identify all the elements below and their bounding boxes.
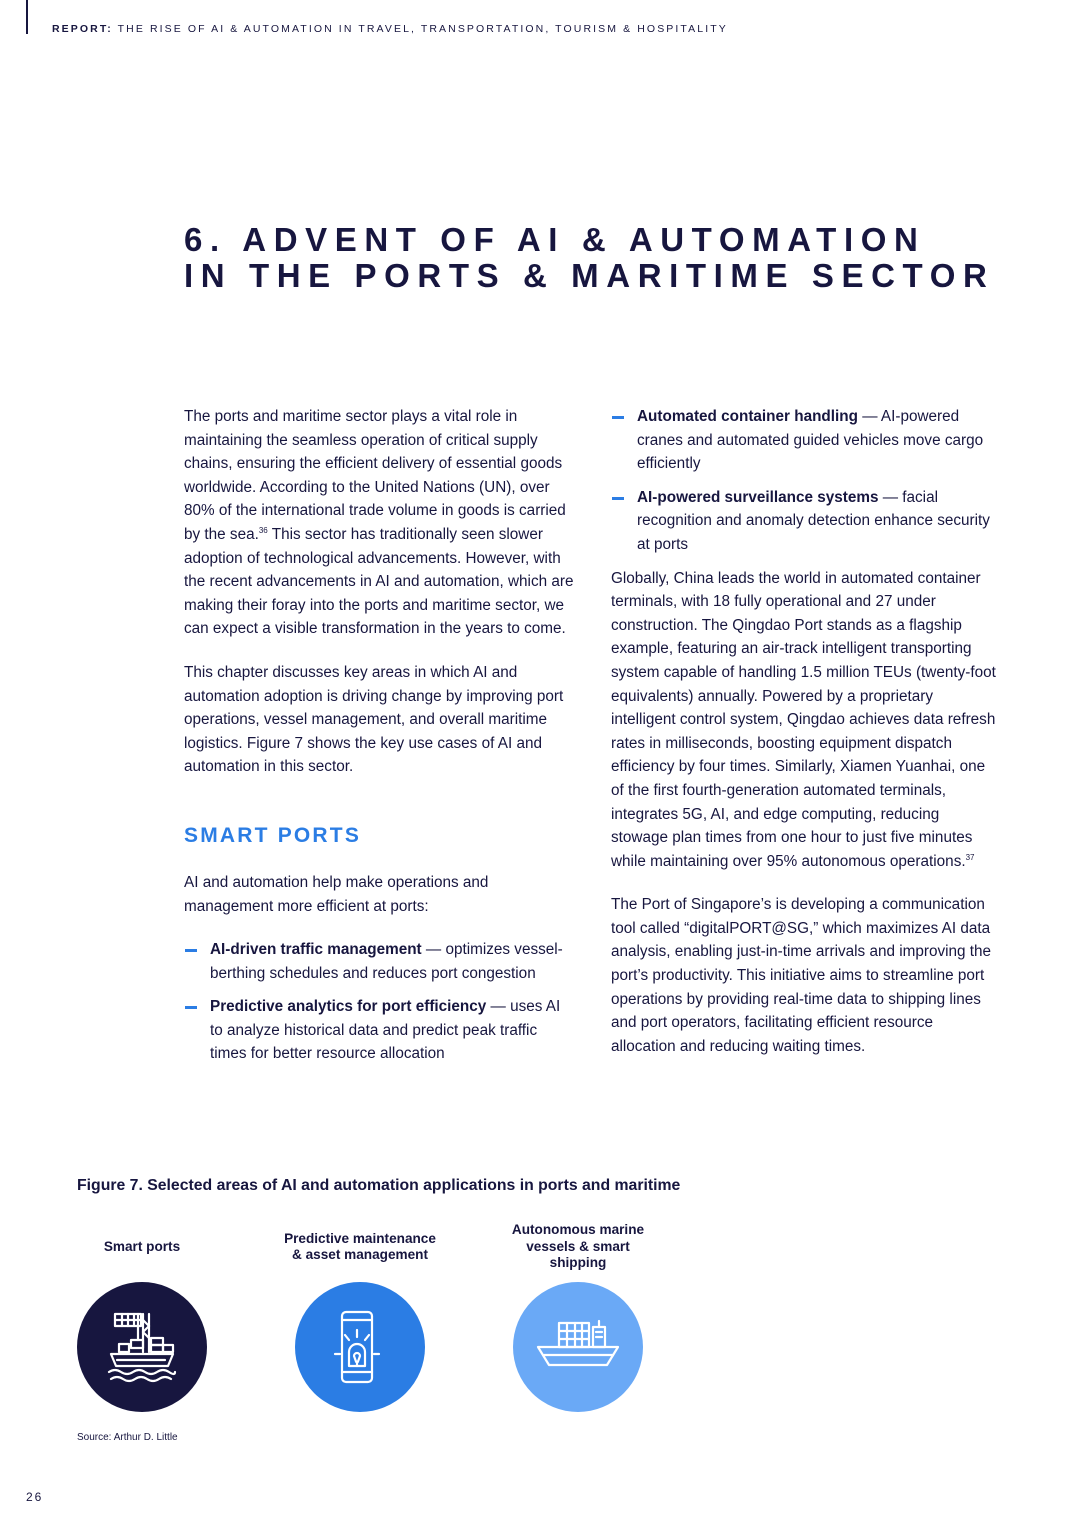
dash-icon — [612, 497, 624, 500]
figure-item-predictive-maintenance — [280, 1218, 440, 1276]
bullet-title: Predictive analytics for port efficiency — [210, 998, 487, 1016]
smart-ports-bullet-list — [184, 938, 576, 1066]
header-rule — [26, 0, 28, 34]
chapter-title — [184, 222, 994, 294]
bullet-title: AI-powered surveillance systems — [637, 488, 879, 506]
smart-ports-intro: AI and automation help make operations and management more efficient at ports: — [184, 873, 489, 915]
intro-text: The ports and maritime sector plays a vital role in maintaining the seamless operation of critical supply chains, ensuring the efficient delivery of essential goods worldwide. According to the United Nations (UN), over 80% of the international trade volume in goods is carried by the sea. — [184, 408, 566, 543]
bullet-item — [184, 938, 576, 985]
bullet-text: — AI-powered cranes and automated guided vehicles move cargo efficiently — [637, 408, 984, 473]
china-text: Globally, China leads the world in automated container terminals, with 18 fully operational and 27 under construction. The Qingdao Port stands as a flagship example, featuring an air-track intelligent transporting system capable of handling 1.5 million TEUs (twenty-foot equivalents) annually. Powered by a proprietary intelligent control system, Qingdao achieves data refresh rates in milliseconds, boosting equipment dispatch efficiency by four times. Similarly, Xiamen Yuanhai, one of the first fourth-generation automated terminals, integrates 5G, AI, and edge computing, reducing stowage plan times from one hour to just five minutes while maintaining over 95% autonomous operations. — [611, 569, 996, 870]
figure-caption: Figure 7. Selected areas of AI and automation applications in ports and maritime — [77, 1177, 681, 1194]
figure-item-smart-ports — [62, 1218, 222, 1276]
figure-item-autonomous-vessels — [498, 1218, 658, 1276]
figure-item-label: Predictive maintenance & asset management — [284, 1230, 436, 1262]
page-number: 26 — [26, 1490, 44, 1504]
bullet-text: — uses AI to analyze historical data and predict peak traffic times for better resource allocation — [210, 998, 561, 1063]
dash-icon — [185, 1006, 197, 1009]
intro-paragraph — [184, 405, 576, 641]
bullet-item — [184, 995, 576, 1066]
dash-icon — [612, 416, 624, 419]
port-bullet-list — [611, 405, 999, 557]
left-column — [184, 405, 576, 1066]
bullet-item — [611, 486, 999, 557]
section-heading-smart-ports: SMART PORTS — [184, 823, 362, 847]
bullet-title: AI-driven traffic management — [210, 941, 422, 959]
chapter-title-line-2: IN THE PORTS & MARITIME SECTOR — [184, 257, 995, 294]
intro-text-continued: This sector has traditionally seen slower adoption of technological advancements. However, with the recent advancements in AI and automation, which are making their foray into the ports and maritime sector, we can expect a visible transformation in the years to come. — [184, 525, 574, 638]
report-header-title: THE RISE OF AI & AUTOMATION IN TRAVEL, TRANSPORTATION, TOURISM & HOSPITALITY — [117, 23, 728, 35]
figure-item-label: Autonomous marine vessels & smart shipping — [511, 1222, 645, 1271]
singapore-paragraph: The Port of Singapore’s is developing a communication tool called “digitalPORT@SG,” which maximizes AI data analysis, enabling just-in-time arrivals and improving the port’s productivity. This initiative aims to streamline port operations by providing real-time data to shipping lines and port operators, facilitating efficient resource allocation and reducing waiting times. — [611, 896, 992, 1055]
chapter-title-line-1: 6. ADVENT OF AI & AUTOMATION — [184, 221, 926, 258]
footnote-ref-37: 37 — [965, 852, 975, 862]
bullet-title: Automated container handling — [637, 408, 858, 425]
port-crane-ship-icon — [77, 1282, 207, 1412]
right-column — [611, 405, 999, 1058]
phone-wrench-icon — [295, 1282, 425, 1412]
chapter-paragraph: This chapter discusses key areas in which AI and automation adoption is driving change by improving port operations, vessel management, and overall maritime logistics. Figure 7 shows the key use cases of AI and automation in this sector. — [184, 663, 564, 776]
report-header-label: REPORT: — [52, 23, 113, 35]
bullet-text: — optimizes vessel-berthing schedules and reduces port congestion — [210, 941, 563, 982]
bullet-text: — facial recognition and anomaly detection enhance security at ports — [637, 488, 990, 553]
container-ship-icon — [513, 1282, 643, 1412]
bullet-item — [611, 405, 999, 476]
report-header — [52, 23, 728, 35]
figure-item-label: Smart ports — [103, 1238, 181, 1254]
footnote-ref-36: 36 — [258, 525, 268, 535]
dash-icon — [185, 949, 197, 952]
figure-source: Source: Arthur D. Little — [77, 1432, 178, 1443]
china-paragraph — [611, 567, 999, 874]
